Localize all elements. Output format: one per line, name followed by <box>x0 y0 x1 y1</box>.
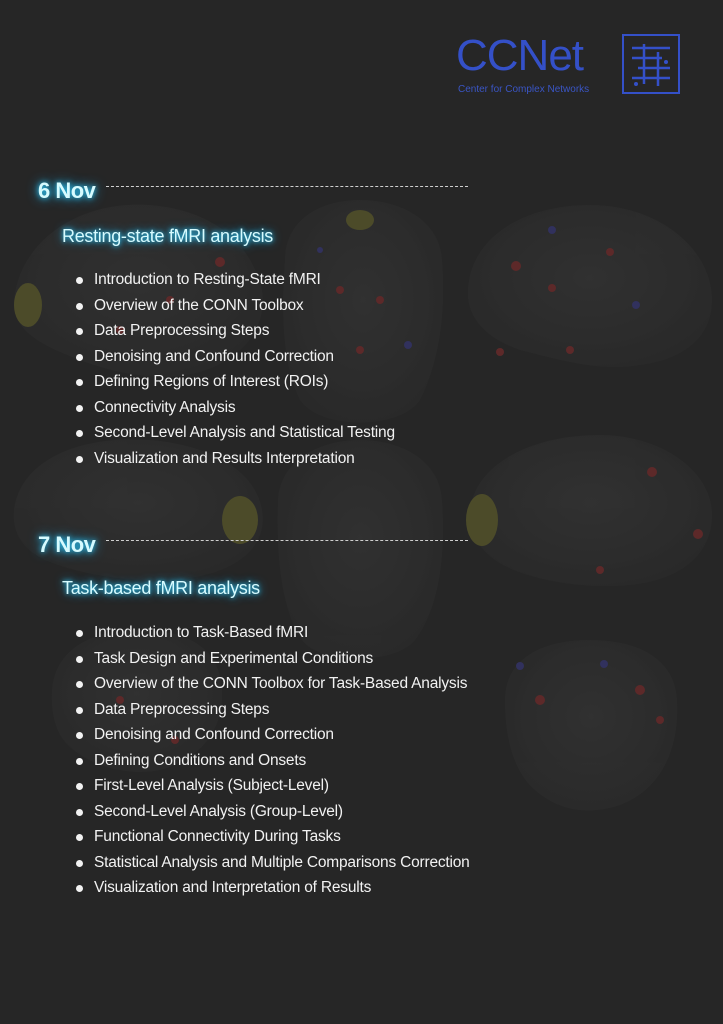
topic-list <box>74 267 395 471</box>
list-item: Denoising and Confound Correction <box>74 722 470 748</box>
topic-list <box>74 620 470 901</box>
logo-subtitle: Center for Complex Networks <box>458 84 590 95</box>
list-item: Defining Conditions and Onsets <box>74 748 470 774</box>
list-item: Overview of the CONN Toolbox <box>74 293 395 319</box>
list-item: Denoising and Confound Correction <box>74 344 395 370</box>
logo-wordmark: CCNet <box>456 31 584 80</box>
list-item: Visualization and Results Interpretation <box>74 446 395 472</box>
session-title: Resting-state fMRI analysis <box>62 226 273 246</box>
list-item: Data Preprocessing Steps <box>74 318 395 344</box>
divider-line <box>106 540 468 541</box>
list-item: Second-Level Analysis (Group-Level) <box>74 799 470 825</box>
session-day-label: 6 Nov <box>38 178 96 203</box>
list-item: Introduction to Resting-State fMRI <box>74 267 395 293</box>
list-item: Introduction to Task-Based fMRI <box>74 620 470 646</box>
list-item: Statistical Analysis and Multiple Comparisons Correction <box>74 850 470 876</box>
list-item: Defining Regions of Interest (ROIs) <box>74 369 395 395</box>
list-item: Data Preprocessing Steps <box>74 697 470 723</box>
list-item: Functional Connectivity During Tasks <box>74 824 470 850</box>
session-title: Task-based fMRI analysis <box>62 578 260 598</box>
list-item: Visualization and Interpretation of Results <box>74 875 470 901</box>
ccnet-logo <box>456 30 684 100</box>
divider-line <box>106 186 468 187</box>
list-item: Task Design and Experimental Conditions <box>74 646 470 672</box>
list-item: Second-Level Analysis and Statistical Testing <box>74 420 395 446</box>
session-day-label: 7 Nov <box>38 532 96 557</box>
university-seal-icon <box>622 34 680 94</box>
list-item: First-Level Analysis (Subject-Level) <box>74 773 470 799</box>
list-item: Connectivity Analysis <box>74 395 395 421</box>
list-item: Overview of the CONN Toolbox for Task-Based Analysis <box>74 671 470 697</box>
